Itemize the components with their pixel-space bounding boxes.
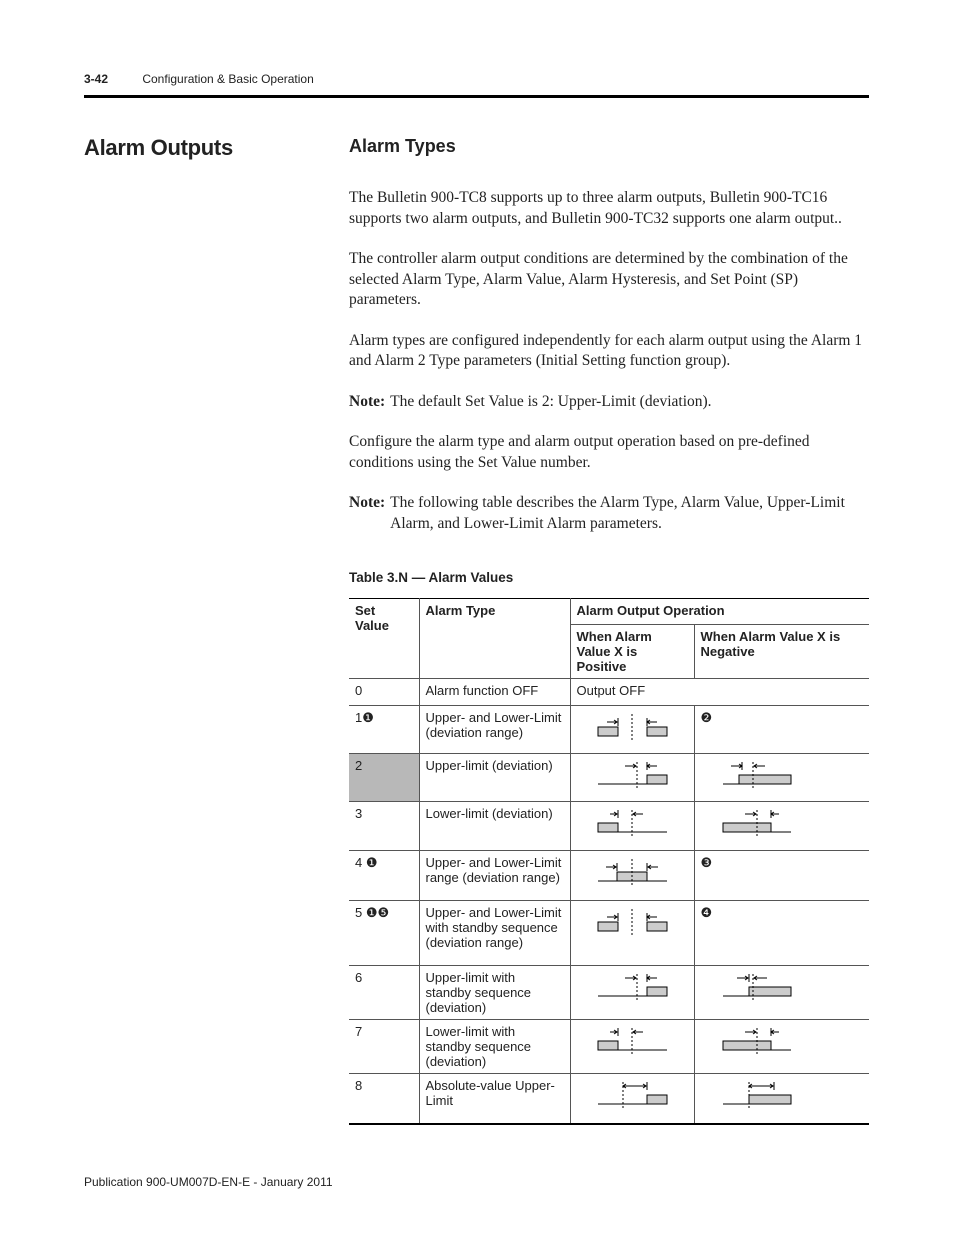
positive-diagram-cell [570,1074,694,1124]
body-text [349,188,869,554]
alarm-type-cell: Upper-limit with standby sequence (deviation) [419,966,570,1020]
set-value-cell: 6 [349,966,419,1020]
set-value-cell: 3 [349,802,419,851]
alarm-type-cell: Upper-limit (deviation) [419,754,570,802]
limit-range-diagram [577,855,687,885]
set-value-cell: 8 [349,1074,419,1124]
set-value-cell: 0 [349,679,419,706]
alarm-values-table [349,598,869,1125]
paragraph-3: Alarm types are configured independently for each alarm output using the Alarm 1 and Alarm 2 Type parameters (Initial Setting function group). [349,331,863,369]
negative-diagram-cell [694,754,869,802]
negative-diagram-cell [694,1074,869,1124]
paragraph-2: The controller alarm output conditions are determined by the combination of the selected Alarm Type, Alarm Value, Alarm Hysteresis, and Set Point (SP) parameters. [349,250,848,308]
header-positive: When Alarm Value X is Positive [570,625,694,679]
positive-diagram-cell [570,706,694,754]
alarm-type-cell: Upper- and Lower-Limit with standby sequence (deviation range) [419,901,570,966]
set-value-cell: 2 [349,754,419,802]
alarm-type-cell: Alarm function OFF [419,679,570,706]
positive-diagram-cell [570,851,694,901]
subsection-title: Alarm Types [349,136,456,156]
note-text: The default Set Value is 2: Upper-Limit (deviation). [390,392,712,410]
table-row [349,802,869,851]
alarm-type-cell: Lower-limit with standby sequence (deviation) [419,1020,570,1074]
set-value-cell: 7 [349,1020,419,1074]
alarm-type-cell: Upper- and Lower-Limit (deviation range) [419,706,570,754]
lower-limit-positive-diagram [577,806,687,836]
positive-diagram-cell [570,966,694,1020]
negative-diagram-cell [694,1020,869,1074]
standby-limit-range-diagram [577,905,687,935]
upper-limit-negative-diagram [701,758,811,788]
page-header [84,72,314,86]
upper-limit-positive-diagram [577,758,687,788]
positive-diagram-cell [570,1020,694,1074]
table-row [349,851,869,901]
negative-note-cell: ❹ [694,901,869,966]
table-row [349,966,869,1020]
alarm-type-cell: Absolute-value Upper-Limit [419,1074,570,1124]
table-row [349,901,869,966]
positive-diagram-cell [570,901,694,966]
header-rule [84,95,869,98]
page-footer: Publication 900-UM007D-EN-E - January 2011 [84,1175,333,1189]
positive-diagram-cell [570,754,694,802]
header-alarm-output-operation: Alarm Output Operation [570,599,869,625]
note-label: Note: [349,494,386,511]
note-label: Note: [349,392,386,410]
lower-limit-standby-positive-diagram [577,1024,687,1054]
alarm-type-cell: Lower-limit (deviation) [419,802,570,851]
absolute-upper-limit-positive-diagram [577,1078,687,1108]
negative-diagram-cell [694,966,869,1020]
table-row [349,679,869,706]
negative-diagram-cell [694,802,869,851]
header-alarm-type: Alarm Type [419,599,570,679]
header-set-value: Set Value [349,599,419,679]
negative-note-cell: ❷ [694,706,869,754]
upper-limit-standby-negative-diagram [701,970,811,1000]
lower-limit-standby-negative-diagram [701,1024,811,1054]
header-section: Configuration & Basic Operation [142,72,314,86]
set-value-cell: 1❶ [349,706,419,754]
upper-limit-standby-positive-diagram [577,970,687,1000]
positive-diagram-cell [570,802,694,851]
note-table-description [349,493,869,534]
negative-note-cell: ❸ [694,851,869,901]
absolute-upper-limit-negative-diagram [701,1078,811,1108]
table-caption: Table 3.N — Alarm Values [349,570,514,585]
note-default-set-value [349,392,869,413]
paragraph-4: Configure the alarm type and alarm output operation based on pre-defined conditions using the Set Value number. [349,433,810,471]
lower-limit-negative-diagram [701,806,811,836]
operation-cell: Output OFF [570,679,869,706]
table-row [349,1074,869,1124]
table-row [349,706,869,754]
section-title: Alarm Outputs [84,135,233,160]
table-row [349,754,869,802]
set-value-cell: 5 ❶❺ [349,901,419,966]
header-negative: When Alarm Value X is Negative [694,625,869,679]
set-value-cell: 4 ❶ [349,851,419,901]
upper-lower-limit-diagram [577,710,687,740]
paragraph-1: The Bulletin 900-TC8 supports up to three alarm outputs, Bulletin 900-TC16 supports two alarm outputs, and Bulletin 900-TC32 supports one alarm output.. [349,189,842,227]
table-row [349,1020,869,1074]
page-number: 3-42 [84,72,109,86]
alarm-type-cell: Upper- and Lower-Limit range (deviation range) [419,851,570,901]
note-text: The following table describes the Alarm Type, Alarm Value, Upper-Limit Alarm, and Lower-Limit Alarm parameters. [390,494,845,532]
